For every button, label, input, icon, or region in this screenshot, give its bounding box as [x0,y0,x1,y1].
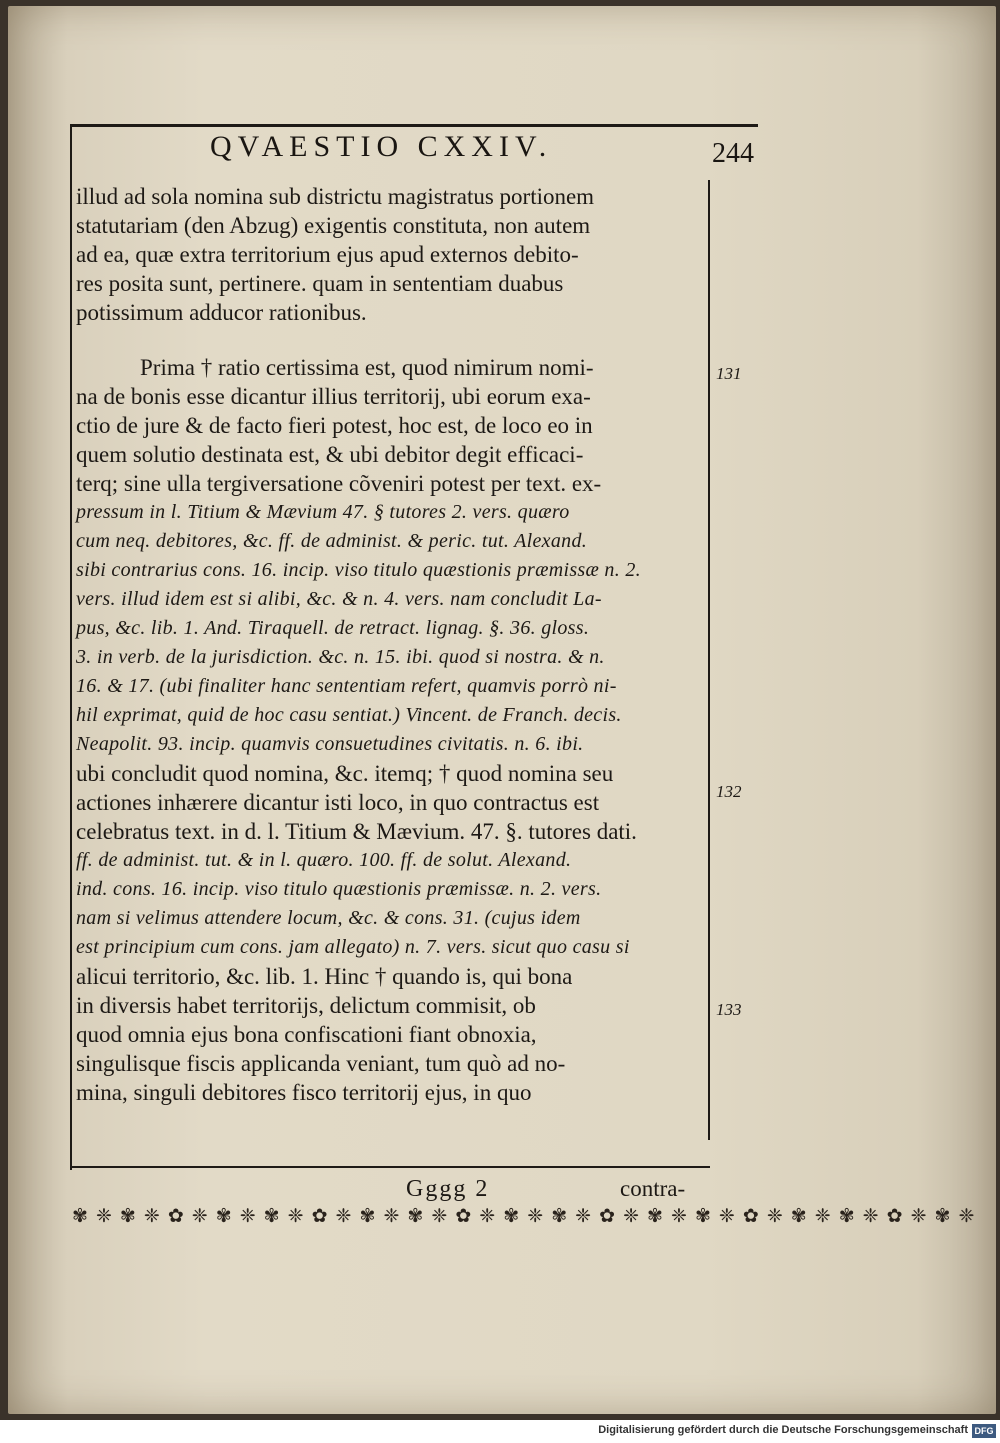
text-line: hil exprimat, quid de hoc casu sentiat.) Vincent. de Franch. decis. [76,704,622,726]
text-line: ff. de administ. tut. & in l. quæro. 100. ff. de solut. Alexand. [76,849,572,871]
text-line: quem solutio destinata est, & ubi debitor degit efficaci- [76,442,584,467]
text-line: statutariam (den Abzug) exigentis constituta, non autem [76,213,591,238]
footer-credit: Digitalisierung gefördert durch die Deutsche Forschungsgemeinschaft [598,1424,968,1436]
frame-rule-left [70,124,72,1170]
main-text-block [76,182,710,1107]
marginal-note-131: 131 [716,364,742,383]
text-line: na de bonis esse dicantur illius territorij, ubi eorum exa- [76,384,591,409]
text-line: 3. in verb. de la jurisdiction. &c. n. 15. ibi. quod si nostra. & n. [76,646,605,668]
text-line: in diversis habet territorijs, delictum commisit, ob [76,993,536,1018]
text-line: pus, &c. lib. 1. And. Tiraquell. de retract. lignag. §. 36. gloss. [76,617,590,639]
marginal-note-132: 132 [716,782,742,801]
text-line: celebratus text. in d. l. Titium & Mævium. 47. §. tutores dati. [76,819,637,844]
page-heading: QVAESTIO CXXIV. [210,130,553,163]
text-line: ctio de jure & de facto fieri potest, hoc est, de loco eo in [76,413,593,438]
paragraph-2 [76,353,710,1107]
paragraph-1 [76,182,710,327]
text-line: Prima † ratio certissima est, quod nimirum nomi- [140,355,594,380]
text-line: pressum in l. Titium & Mævium 47. § tutores 2. vers. quæro [76,501,570,523]
text-line: ubi concludit quod nomina, &c. itemq; † quod nomina seu [76,761,614,786]
text-line: actiones inhærere dicantur isti loco, in quo contractus est [76,790,600,815]
text-line: sibi contrarius cons. 16. incip. viso titulo quæstionis præmissæ n. 2. [76,559,641,581]
text-line: est principium cum cons. jam allegato) n. 7. vers. sicut quo casu si [76,936,630,958]
page-number: 244 [712,138,754,169]
text-line: 16. & 17. (ubi finaliter hanc sententiam refert, quamvis porrò ni- [76,675,617,697]
text-line: res posita sunt, pertinere. quam in sententiam duabus [76,271,564,296]
text-line: terq; sine ulla tergiversatione cõveniri potest per text. ex- [76,471,602,496]
text-line: alicui territorio, &c. lib. 1. Hinc † quando is, qui bona [76,964,573,989]
catchword: contra- [620,1176,686,1201]
text-line: mina, singuli debitores fisco territorij ejus, in quo [76,1080,532,1105]
dfg-logo: DFG [972,1424,996,1438]
text-line: nam si velimus attendere locum, &c. & cons. 31. (cujus idem [76,907,581,929]
paragraph-gap [76,327,710,353]
signature-mark: Gggg 2 [406,1176,490,1202]
ornament-border: ✾ ❈ ✾ ❈ ✿ ❈ ✾ ❈ ✾ ❈ ✿ ❈ ✾ ❈ ✾ ❈ ✿ ❈ ✾ ❈ ✾ ❈ ✿ ❈ ✾ ❈ ✾ ❈ ✿ ❈ ✾ ❈ ✾ ❈ ✿ ❈ ✾ ❈ [72,1205,976,1227]
text-line: ad ea, quæ extra territorium ejus apud externos debito- [76,242,579,267]
text-line: ind. cons. 16. incip. viso titulo quæstionis præmissæ. n. 2. vers. [76,878,602,900]
text-line: singulisque fiscis applicanda veniant, tum quò ad no- [76,1051,566,1076]
frame-rule-top [70,124,758,127]
text-line: Neapolit. 93. incip. quamvis consuetudines civitatis. n. 6. ibi. [76,733,584,755]
text-line: cum neq. debitores, &c. ff. de administ. & peric. tut. Alexand. [76,530,588,552]
text-line: illud ad sola nomina sub districtu magistratus portionem [76,184,595,209]
text-line: potissimum adducor rationibus. [76,300,367,325]
frame-rule-bottom [70,1166,710,1168]
text-line: vers. illud idem est si alibi, &c. & n. 4. vers. nam concludit La- [76,588,602,610]
marginal-note-133: 133 [716,1000,742,1019]
text-line: quod omnia ejus bona confiscationi fiant obnoxia, [76,1022,537,1047]
